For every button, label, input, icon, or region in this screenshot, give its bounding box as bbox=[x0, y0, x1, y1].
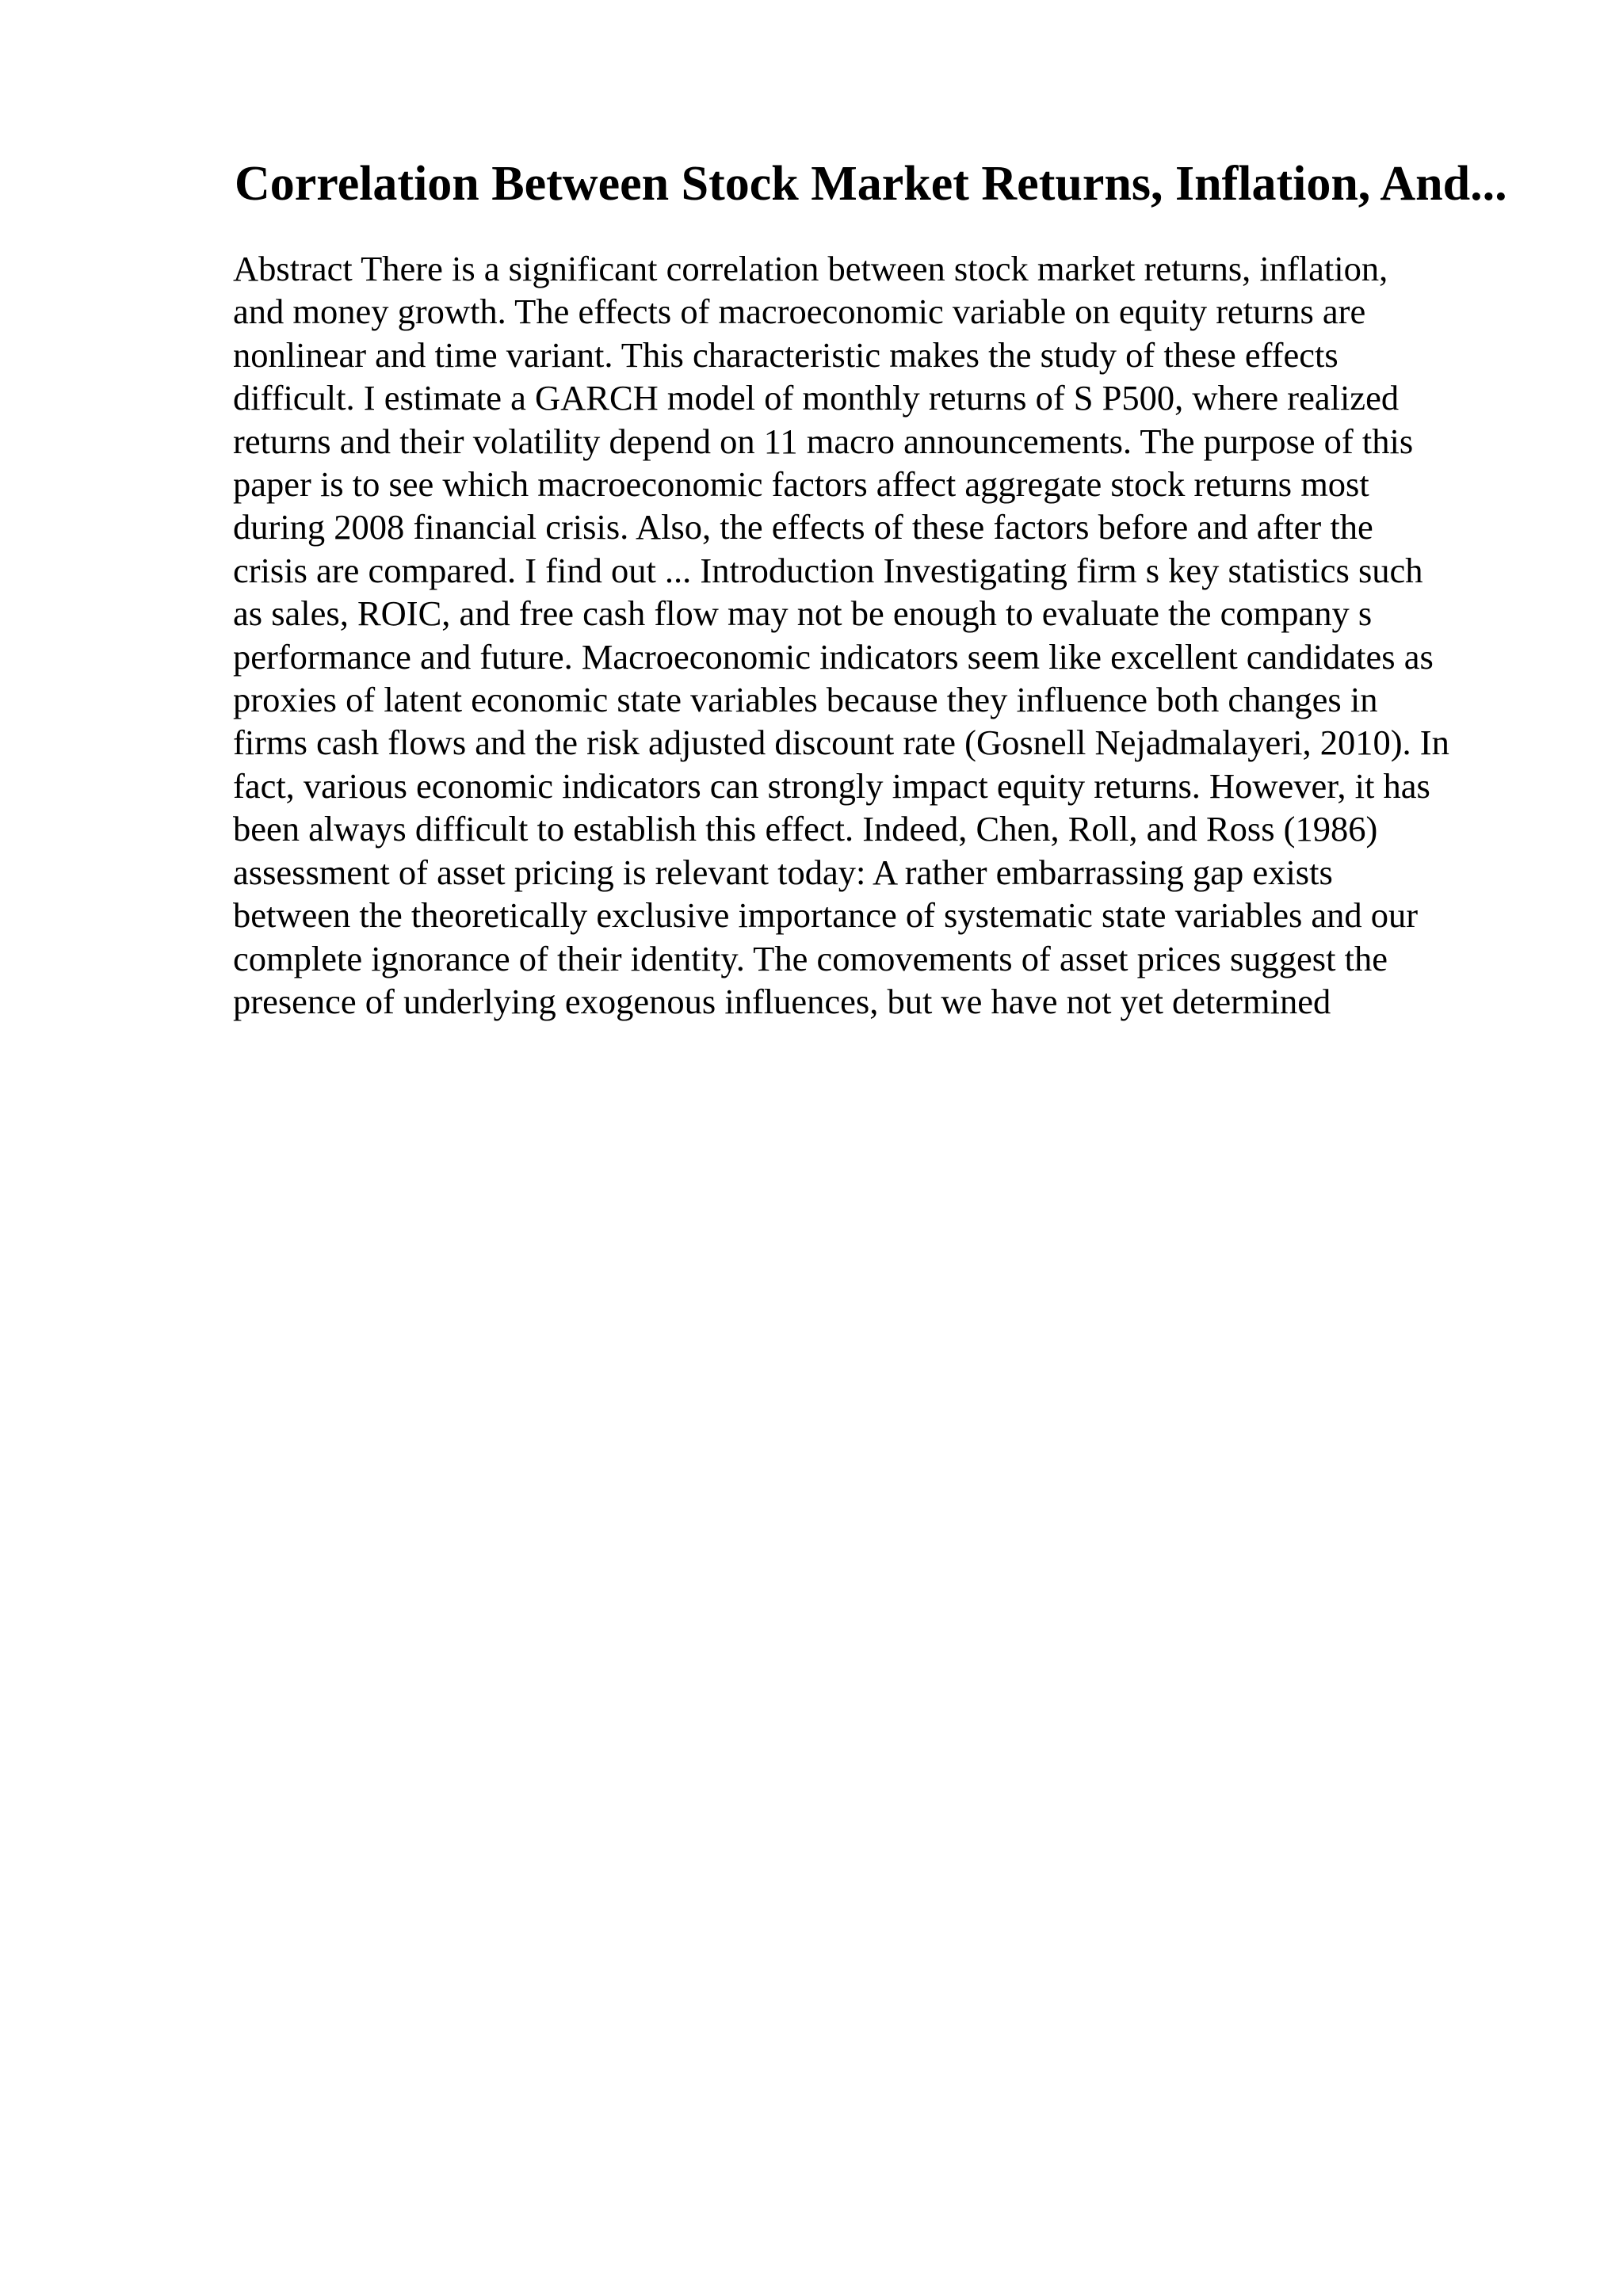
document-body bbox=[233, 247, 1533, 1023]
body-line: performance and future. Macroeconomic indicators seem like excellent candidates as bbox=[233, 636, 1434, 677]
body-line: complete ignorance of their identity. The comovements of asset prices suggest the bbox=[233, 938, 1388, 978]
body-line: and money growth. The effects of macroeconomic variable on equity returns are bbox=[233, 292, 1366, 332]
body-line: returns and their volatility depend on 11 macro announcements. The purpose of this bbox=[233, 421, 1414, 461]
body-line: presence of underlying exogenous influences, but we have not yet determined bbox=[233, 981, 1331, 1021]
body-line: assessment of asset pricing is relevant today: A rather embarrassing gap exists bbox=[233, 852, 1333, 892]
body-line: paper is to see which macroeconomic factors affect aggregate stock returns most bbox=[233, 464, 1369, 505]
body-line: fact, various economic indicators can strongly impact equity returns. However, it has bbox=[233, 765, 1430, 806]
body-line: as sales, ROIC, and free cash flow may not be enough to evaluate the company s bbox=[233, 593, 1373, 634]
body-line: been always difficult to establish this effect. Indeed, Chen, Roll, and Ross (1986) bbox=[233, 809, 1378, 849]
body-line: Abstract There is a significant correlation between stock market returns, inflation, bbox=[233, 249, 1388, 288]
body-line: difficult. I estimate a GARCH model of monthly returns of S P500, where realized bbox=[233, 378, 1400, 418]
body-line: during 2008 financial crisis. Also, the effects of these factors before and after the bbox=[233, 507, 1373, 547]
body-line: proxies of latent economic state variables because they influence both changes in bbox=[233, 680, 1378, 720]
body-line: nonlinear and time variant. This characteristic makes the study of these effects bbox=[233, 334, 1338, 375]
body-line: crisis are compared. I find out ... Introduction Investigating firm s key statistics such bbox=[233, 550, 1423, 590]
body-line: between the theoretically exclusive importance of systematic state variables and our bbox=[233, 895, 1419, 936]
document-title: Correlation Between Stock Market Returns, Inflation, And... bbox=[235, 157, 1507, 211]
body-line: firms cash flows and the risk adjusted discount rate (Gosnell Nejadmalayeri, 2010). In bbox=[233, 723, 1449, 763]
